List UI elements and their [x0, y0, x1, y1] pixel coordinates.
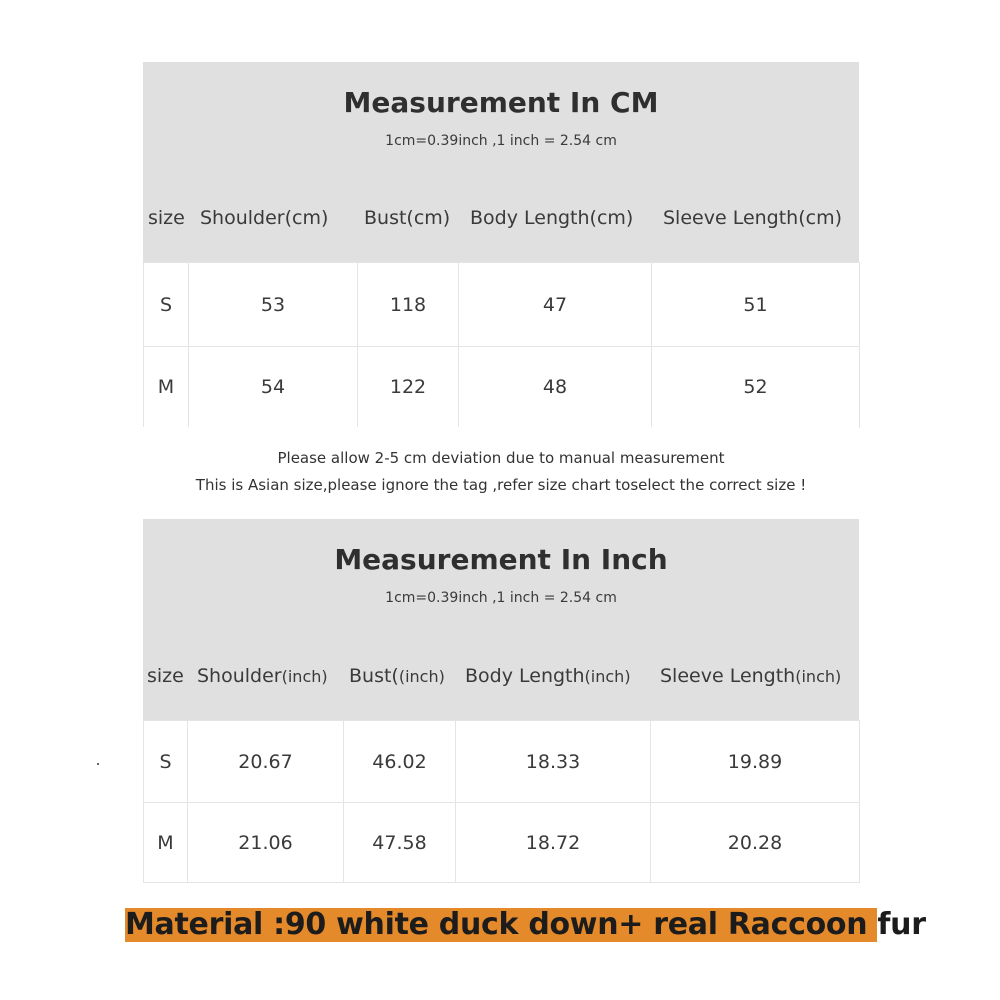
inch-chart-title: Measurement In Inch [334, 543, 668, 576]
cm-chart-header [143, 62, 859, 262]
cm-cell-bust: 118 [358, 263, 459, 347]
inch-cell-size: S [144, 721, 188, 803]
inch-chart-subtitle: 1cm=0.39inch ,1 inch = 2.54 cm [385, 590, 617, 606]
cm-cell-sleeve-length: 51 [652, 263, 860, 347]
table-row [144, 803, 860, 883]
table-row [144, 721, 860, 803]
inch-cell-sleeve-length: 19.89 [651, 721, 860, 803]
cm-cell-body-length: 48 [459, 347, 652, 428]
inch-header-sleeve-length: Sleeve Length(inch) [660, 665, 842, 687]
cm-header-body-length: Body Length(cm) [470, 207, 634, 229]
cm-header-bust: Bust(cm) [364, 207, 451, 229]
inch-cell-body-length: 18.72 [456, 803, 651, 883]
inch-cell-size: M [144, 803, 188, 883]
cm-chart-title: Measurement In CM [343, 86, 659, 119]
inch-cell-shoulder: 21.06 [188, 803, 344, 883]
cm-cell-shoulder: 54 [189, 347, 358, 428]
table-row [144, 263, 860, 347]
cm-header-sleeve-length: Sleeve Length(cm) [663, 207, 843, 229]
inch-size-chart [143, 519, 859, 883]
stray-dot [97, 763, 99, 765]
inch-cell-body-length: 18.33 [456, 721, 651, 803]
note-line-deviation: Please allow 2-5 cm deviation due to manual measurement [277, 449, 725, 467]
cm-cell-size: S [144, 263, 189, 347]
inch-cell-shoulder: 20.67 [188, 721, 344, 803]
inch-cell-sleeve-length: 20.28 [651, 803, 860, 883]
inch-size-table [143, 720, 860, 883]
cm-chart-subtitle: 1cm=0.39inch ,1 inch = 2.54 cm [385, 133, 617, 149]
cm-header-size: size [148, 207, 185, 229]
table-row [144, 347, 860, 428]
inch-header-bust: Bust((inch) [349, 665, 445, 687]
note-line-asian-size: This is Asian size,please ignore the tag ,refer size chart toselect the correct size ! [195, 476, 807, 494]
cm-cell-body-length: 47 [459, 263, 652, 347]
material-text: Material :90 white duck down+ real Raccoon fur [125, 907, 926, 942]
cm-cell-size: M [144, 347, 189, 428]
material-banner [125, 907, 926, 942]
inch-chart-header [143, 519, 859, 720]
cm-header-shoulder: Shoulder(cm) [200, 207, 329, 229]
cm-cell-bust: 122 [358, 347, 459, 428]
cm-cell-shoulder: 53 [189, 263, 358, 347]
cm-cell-sleeve-length: 52 [652, 347, 860, 428]
inch-header-size: size [147, 665, 184, 687]
inch-cell-bust: 47.58 [344, 803, 456, 883]
cm-size-table [143, 262, 860, 428]
size-note [143, 427, 859, 519]
cm-size-chart [143, 62, 859, 428]
inch-header-body-length: Body Length(inch) [465, 665, 631, 687]
inch-header-shoulder: Shoulder(inch) [197, 665, 328, 687]
inch-cell-bust: 46.02 [344, 721, 456, 803]
